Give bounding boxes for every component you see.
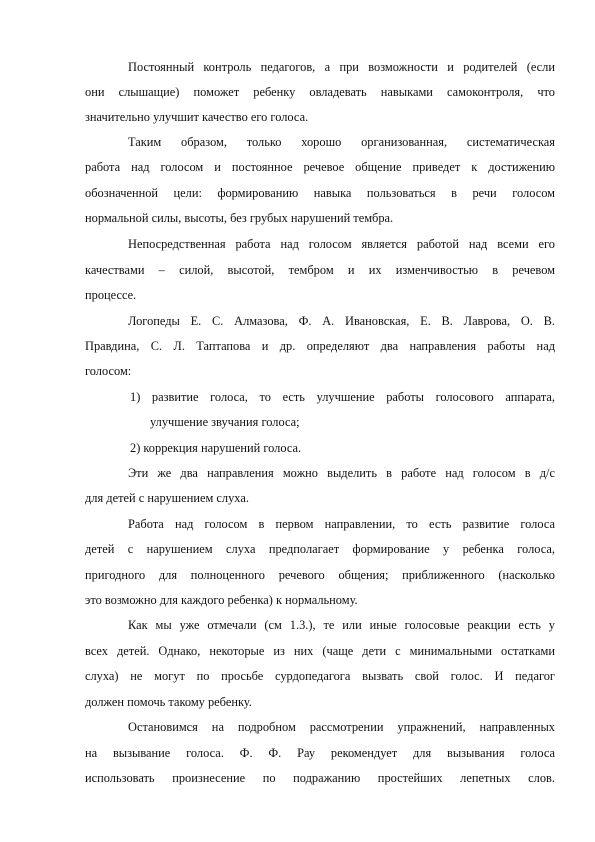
text-line: Правдина, С. Л. Таптапова и др. определяют два направления работы над bbox=[85, 339, 555, 353]
text-line: всех детей. Однако, некоторые из них (чаще дети с минимальными остатками bbox=[85, 644, 555, 658]
text-line: значительно улучшит качество его голоса. bbox=[85, 110, 309, 124]
text-line: голосом: bbox=[85, 364, 132, 378]
list-item: 1) развитие голоса, то есть улучшение работы голосового аппарата, bbox=[130, 390, 555, 404]
text-line: слуха) не могут по просьбе сурдопедагога вызвать свой голос. И педагог bbox=[85, 669, 555, 683]
text-line: детей с нарушением слуха предполагает формирование у ребенка голоса, bbox=[85, 542, 555, 556]
text-line: Работа над голосом в первом направлении, то есть развитие голоса bbox=[128, 517, 555, 531]
text-line: Логопеды Е. С. Алмазова, Ф. А. Ивановская, Е. В. Лаврова, О. В. bbox=[128, 314, 555, 328]
list-item: 2) коррекция нарушений голоса. bbox=[130, 441, 302, 455]
text-line: нормальной силы, высоты, без грубых нарушений тембра. bbox=[85, 211, 394, 225]
text-line: на вызывание голоса. Ф. Ф. Рау рекомендует для вызывания голоса bbox=[85, 746, 555, 760]
text-line: качествами – силой, высотой, тембром и их изменчивостью в речевом bbox=[85, 263, 555, 277]
text-line: должен помочь такому ребенку. bbox=[85, 695, 252, 709]
text-line: Как мы уже отмечали (см 1.3.), те или иные голосовые реакции есть у bbox=[128, 618, 555, 632]
list-item-continuation: улучшение звучания голоса; bbox=[150, 415, 300, 429]
text-line: обозначенной цели: формированию навыка пользоваться в речи голосом bbox=[85, 186, 555, 200]
text-line: Таким образом, только хорошо организованная, систематическая bbox=[128, 135, 555, 149]
text-line: Остановимся на подробном рассмотрении упражнений, направленных bbox=[128, 720, 555, 734]
text-line: Непосредственная работа над голосом является работой над всеми его bbox=[128, 237, 555, 251]
text-line: пригодного для полноценного речевого общения; приближенного (насколько bbox=[85, 568, 555, 582]
text-line: Эти же два направления можно выделить в работе над голосом в д/с bbox=[128, 466, 555, 480]
text-line: процессе. bbox=[85, 288, 137, 302]
text-line: работа над голосом и постоянное речевое общение приведет к достижению bbox=[85, 160, 555, 174]
text-line: использовать произнесение по подражанию простейших лепетных слов. bbox=[85, 771, 555, 785]
text-line: это возможно для каждого ребенка) к нормальному. bbox=[85, 593, 358, 607]
text-line: для детей с нарушением слуха. bbox=[85, 491, 249, 505]
text-line: Постоянный контроль педагогов, а при возможности и родителей (если bbox=[128, 60, 555, 74]
text-line: они слышащие) поможет ребенку овладевать навыками самоконтроля, что bbox=[85, 85, 555, 99]
